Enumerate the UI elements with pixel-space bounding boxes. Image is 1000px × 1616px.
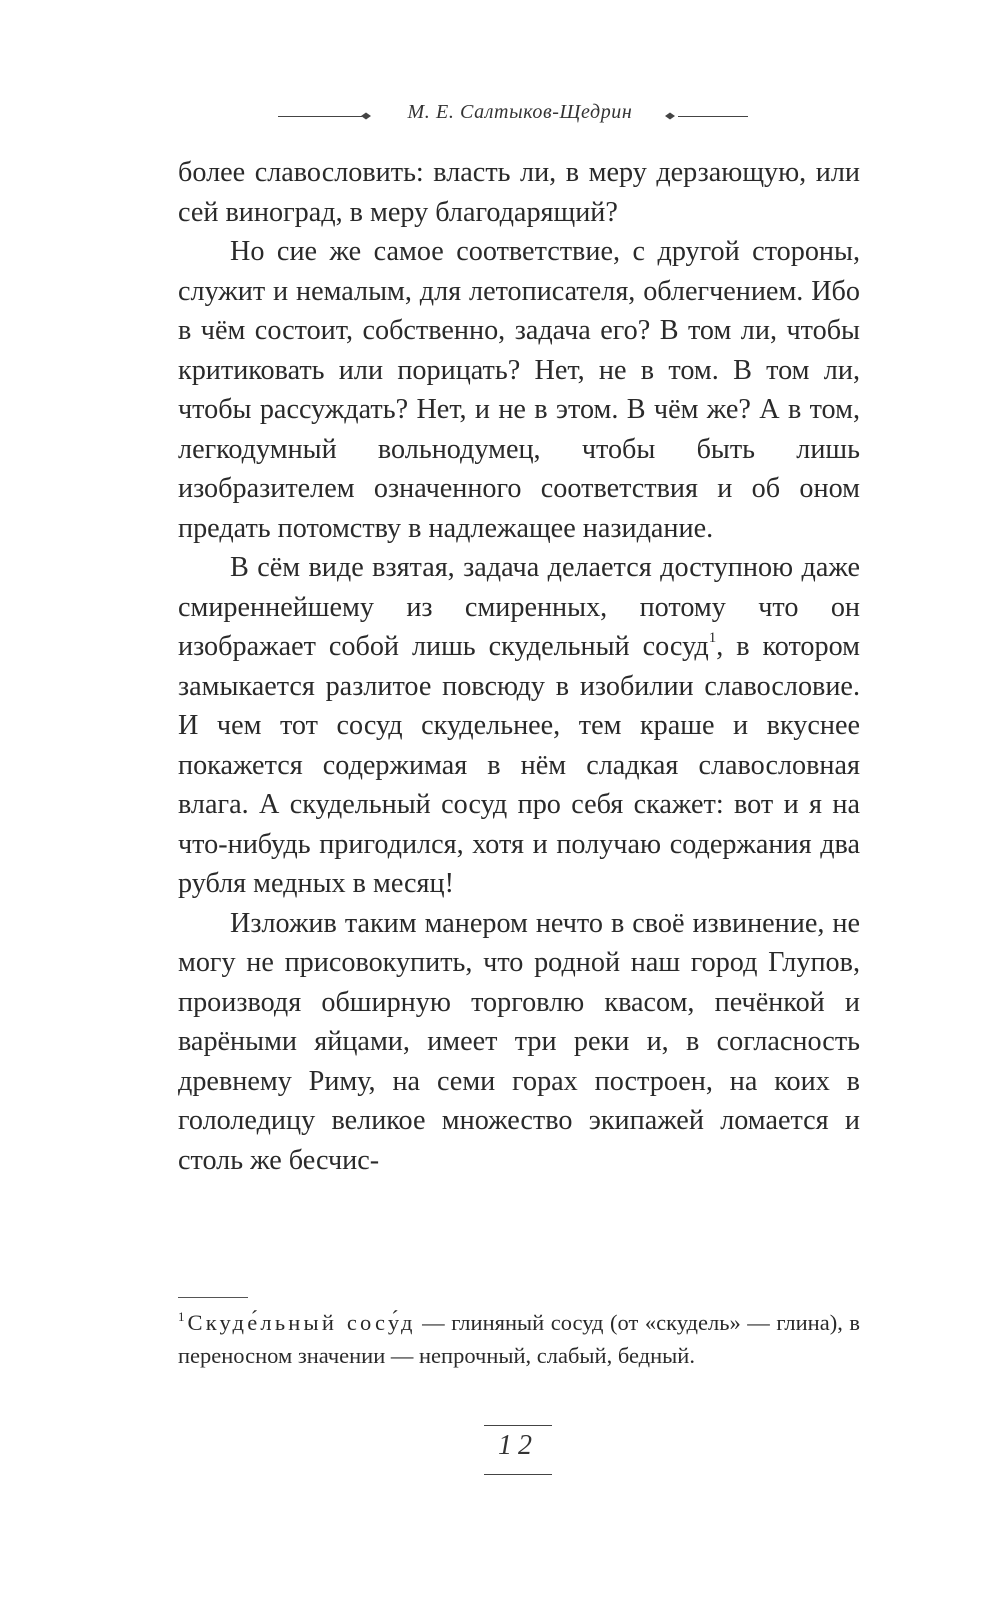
paragraph-text: , в котором замыкается разлитое повсюду в изобилии славословие. И чем тот сосуд скудельнее, тем краше и вкуснее покажется содержимая в нём сладкая славословная влага. А скудельный сосуд про себя скажет: вот и я на что-нибудь пригодился, хотя и получаю содержания два рубля медных в месяц! [178,631,860,899]
page-number: 12 [498,1430,538,1461]
body-text [178,153,860,1180]
paragraph: Изложив таким манером нечто в своё извинение, не могу не присовокупить, что родной наш город Глупов, производя обширную торговлю квасом, печёнкой и варёными яйцами, имеет три реки и, в согласность древнему Риму, на семи горах построен, на коих в гололедицу великое множество экипажей ломается и столь же бесчис- [178,907,860,1176]
running-title: М. Е. Салтыков-Щедрин [407,101,633,123]
footnote-marker: 1 [178,1309,185,1324]
paragraph-text: В сём виде взятая, задача делается доступною даже смиреннейшему из смиренных, потому что он изображает собой лишь скудельный сосуд [178,552,860,662]
paragraph: более славословить: власть ли, в меру дерзающую, или сей виноград, в меру благодарящий? [178,157,860,228]
paragraph: Но сие же самое соответствие, с другой стороны, служит и немалым, для летописателя, облегчением. Ибо в чём состоит, собственно, задача его? В том ли, чтобы критиковать или порицать? Нет, не в том. В том ли, чтобы рассуждать? Нет, и не в этом. В чём же? А в том, легкодумный вольнодумец, чтобы быть лишь изобразителем означенного соответствия и об оном предать потомству в надлежащее назидание. [178,236,860,544]
page-number-rule-top [484,1425,552,1426]
paragraph [178,548,860,904]
page-number-rule-bottom [484,1474,552,1475]
footnote-definition: — глиняный сосуд (от «скудель» — глина), в переносном значении — непрочный, слабый, бедный. [178,1310,860,1368]
ornament-diamond-icon [664,110,676,122]
running-head [0,98,1000,138]
header-rule-right [678,116,748,117]
footnote-reference: 1 [708,630,717,646]
header-rule-left [278,116,362,117]
footnote-term: Скуде́льный сосу́д [187,1310,416,1335]
footnote [178,1306,860,1372]
footnote-rule [178,1297,248,1298]
ornament-diamond-icon [360,110,372,122]
